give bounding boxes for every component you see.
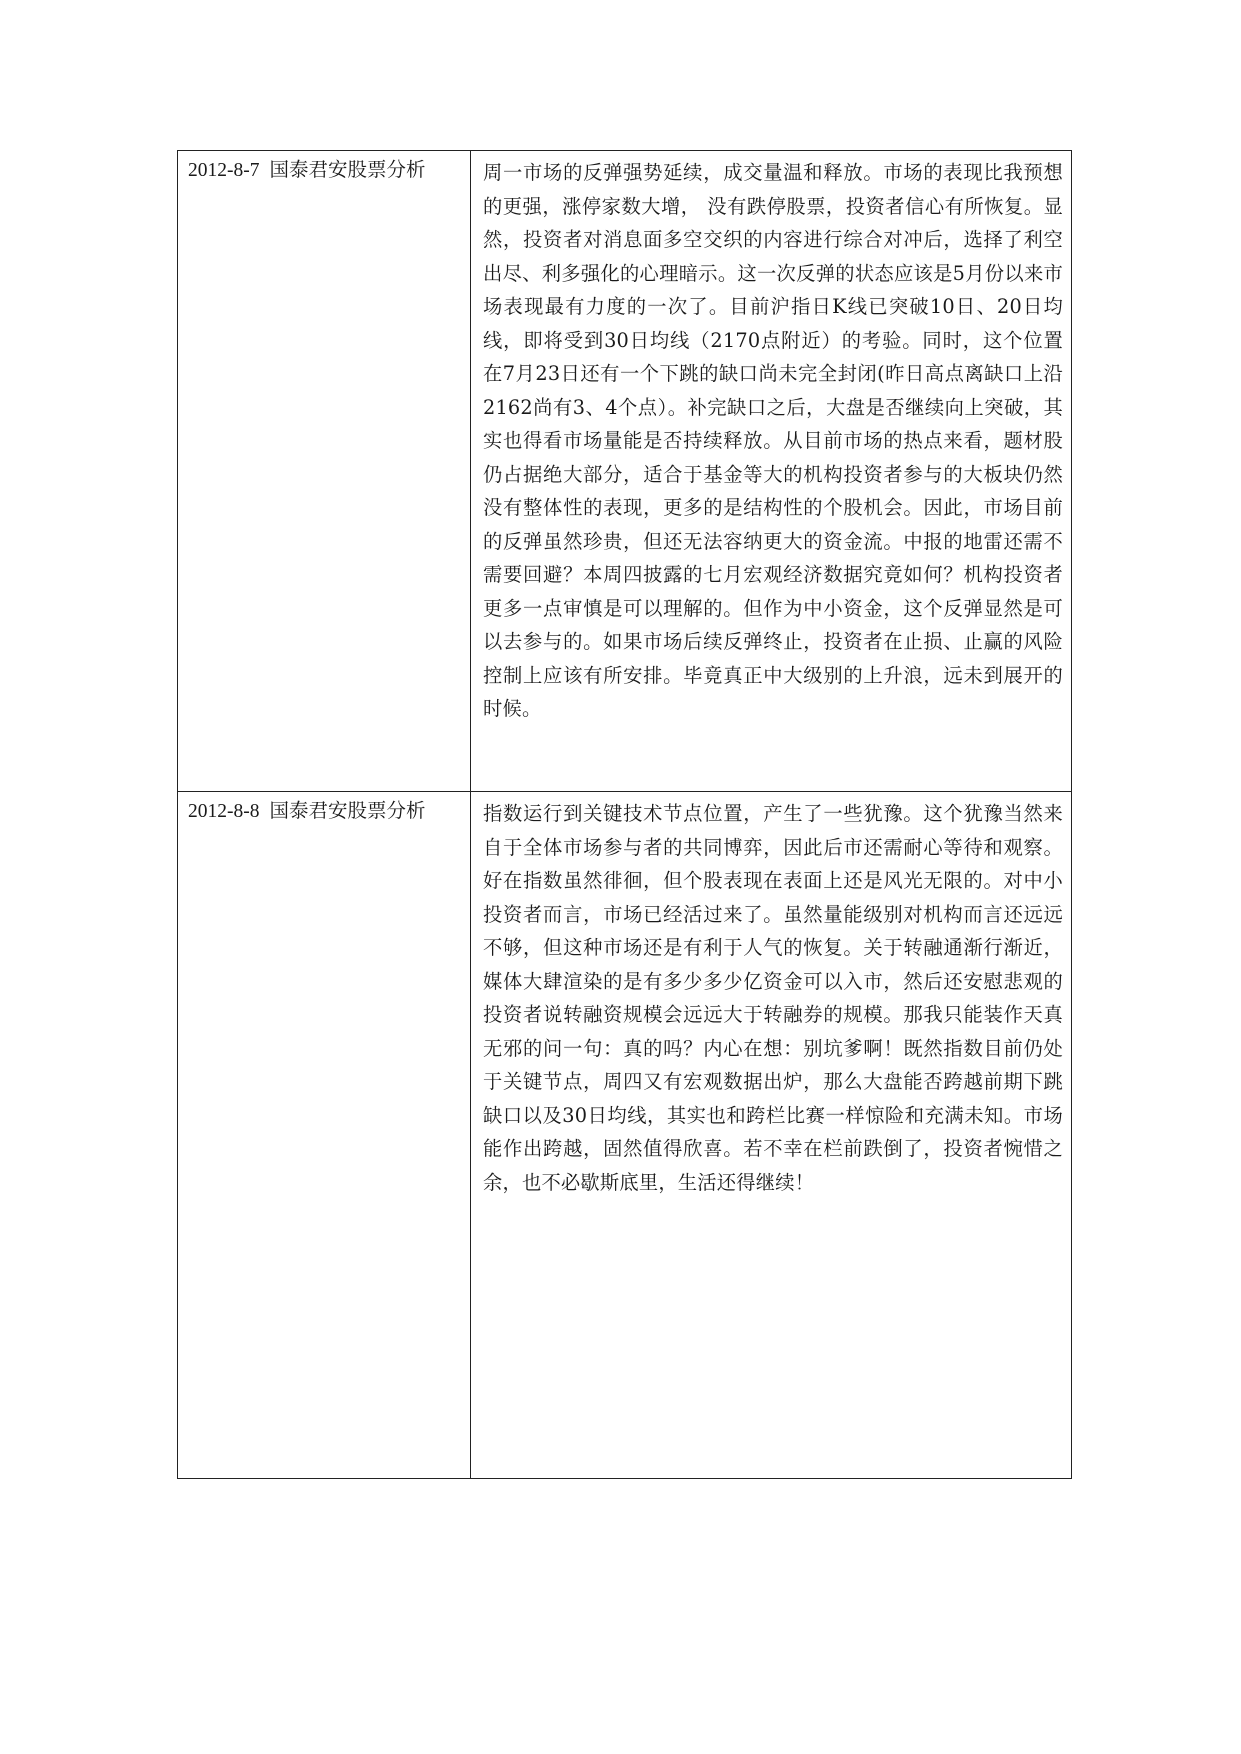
- entry-content-cell: [471, 151, 1072, 792]
- entry-label: [178, 792, 470, 827]
- entry-text: 指数运行到关键技术节点位置，产生了一些犹豫。这个犹豫当然来自于全体市场参与者的共同博弈，因此后市还需耐心等待和观察。好在指数虽然徘徊，但个股表现在表面上还是风光无限的。对中小投资者而言，市场已经活过来了。虽然量能级别对机构而言还远远不够，但这种市场还是有利于人气的恢复。关于转融通渐行渐近，媒体大肆渲染的是有多少多少亿资金可以入市，然后还安慰悲观的投资者说转融资规模会远远大于转融券的规模。那我只能装作天真无邪的问一句：真的吗？内心在想：别坑爹啊！既然指数目前仍处于关键节点，周四又有宏观数据出炉，那么大盘能否跨越前期下跳缺口以及30日均线，其实也和跨栏比赛一样惊险和充满未知。市场能作出跨越，固然值得欣喜。若不幸在栏前跌倒了，投资者惋惜之余，也不必歇斯底里，生活还得继续！: [483, 802, 1063, 1194]
- entry-label-cell: [178, 792, 471, 1479]
- entry-title: 国泰君安股票分析: [269, 160, 426, 181]
- entry-content-cell: [471, 792, 1072, 1479]
- entry-label-cell: [178, 151, 471, 792]
- table-row: [178, 151, 1072, 792]
- entry-title: 国泰君安股票分析: [269, 801, 426, 822]
- entry-date: 2012-8-8: [188, 801, 260, 822]
- entry-text: 周一市场的反弹强势延续，成交量温和释放。市场的表现比我预想的更强，涨停家数大增， 没有跌停股票，投资者信心有所恢复。显然，投资者对消息面多空交织的内容进行综合对冲后，选择了利空出尽、利多强化的心理暗示。这一次反弹的状态应该是5月份以来市场表现最有力度的一次了。目前沪指日K线已突破10日、20日均线，即将受到30日均线（2170点附近）的考验。同时，这个位置在7月23日还有一个下跳的缺口尚未完全封闭(昨日高点离缺口上沿2162尚有3、4个点）。补完缺口之后，大盘是否继续向上突破，其实也得看市场量能是否持续释放。从目前市场的热点来看，题材股仍占据绝大部分，适合于基金等大的机构投资者参与的大板块仍然没有整体性的表现，更多的是结构性的个股机会。因此，市场目前的反弹虽然珍贵，但还无法容纳更大的资金流。中报的地雷还需不需要回避？本周四披露的七月宏观经济数据究竟如何？机构投资者更多一点审慎是可以理解的。但作为中小资金，这个反弹显然是可以去参与的。如果市场后续反弹终止，投资者在止损、止赢的风险控制上应该有所安排。毕竟真正中大级别的上升浪，远未到展开的时候。: [483, 161, 1063, 720]
- analysis-table: [177, 150, 1072, 1479]
- entry-label: [178, 151, 470, 186]
- entry-date: 2012-8-7: [188, 160, 260, 181]
- table-row: [178, 792, 1072, 1479]
